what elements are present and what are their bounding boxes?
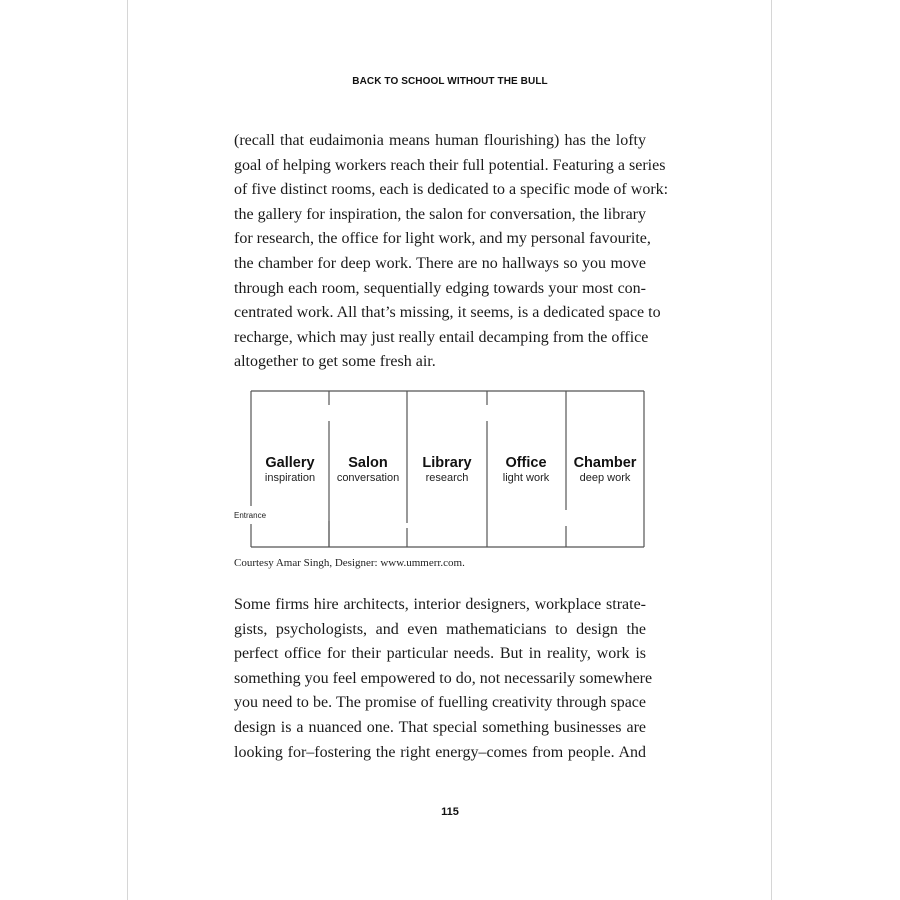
room-name-chamber: Chamber [573,455,637,471]
body-paragraph-1 [234,129,669,375]
floor-plan-diagram [232,388,646,550]
room-use-gallery: inspiration [264,472,316,484]
text-line: recharge, which may just really entail decamping from the office [234,328,649,346]
room-use-library: research [425,472,469,484]
room-name-office: Office [505,455,547,471]
running-head: BACK TO SCHOOL WITHOUT THE BULL [352,76,548,87]
text-line: the chamber for deep work. There are no hallways so you move [234,254,646,272]
text-line: something you feel empowered to do, not necessarily somewhere [234,669,653,687]
text-line: Some firms hire architects, interior designers, workplace strate- [234,596,646,613]
room-use-chamber: deep work [579,472,631,484]
text-line: goal of helping workers reach their full potential. Featuring a series [234,156,666,174]
text-line: for research, the office for light work, and my personal favourite, [234,230,651,248]
text-line: of five distinct rooms, each is dedicated to a specific mode of work: [234,181,669,199]
room-name-gallery: Gallery [265,455,315,471]
text-line: design is a nuanced one. That special something businesses are [234,718,646,736]
room-use-office: light work [502,472,550,484]
entrance-label: Entrance [234,511,267,520]
text-line: altogether to get some fresh air. [234,353,436,371]
text-line: you need to be. The promise of fuelling creativity through space [234,694,646,712]
room-name-library: Library [422,455,472,471]
text-line: the gallery for inspiration, the salon for conversation, the library [234,205,646,223]
body-paragraph-2 [234,593,653,765]
page-number: 115 [441,806,459,818]
figure-caption: Courtesy Amar Singh, Designer: www.ummerr.com. [234,557,465,569]
text-line: centrated work. All that’s missing, it seems, is a dedicated space to [234,304,661,322]
room-use-salon: conversation [336,472,400,484]
text-line: through each room, sequentially edging towards your most con- [234,279,646,297]
text-line: (recall that eudaimonia means human flourishing) has the lofty [234,132,646,149]
room-name-salon: Salon [348,455,388,471]
text-line: looking for–fostering the right energy–comes from people. And [234,743,646,761]
text-line: perfect office for their particular needs. But in reality, work is [234,645,646,663]
text-line: gists, psychologists, and even mathematicians to design the [234,620,646,638]
